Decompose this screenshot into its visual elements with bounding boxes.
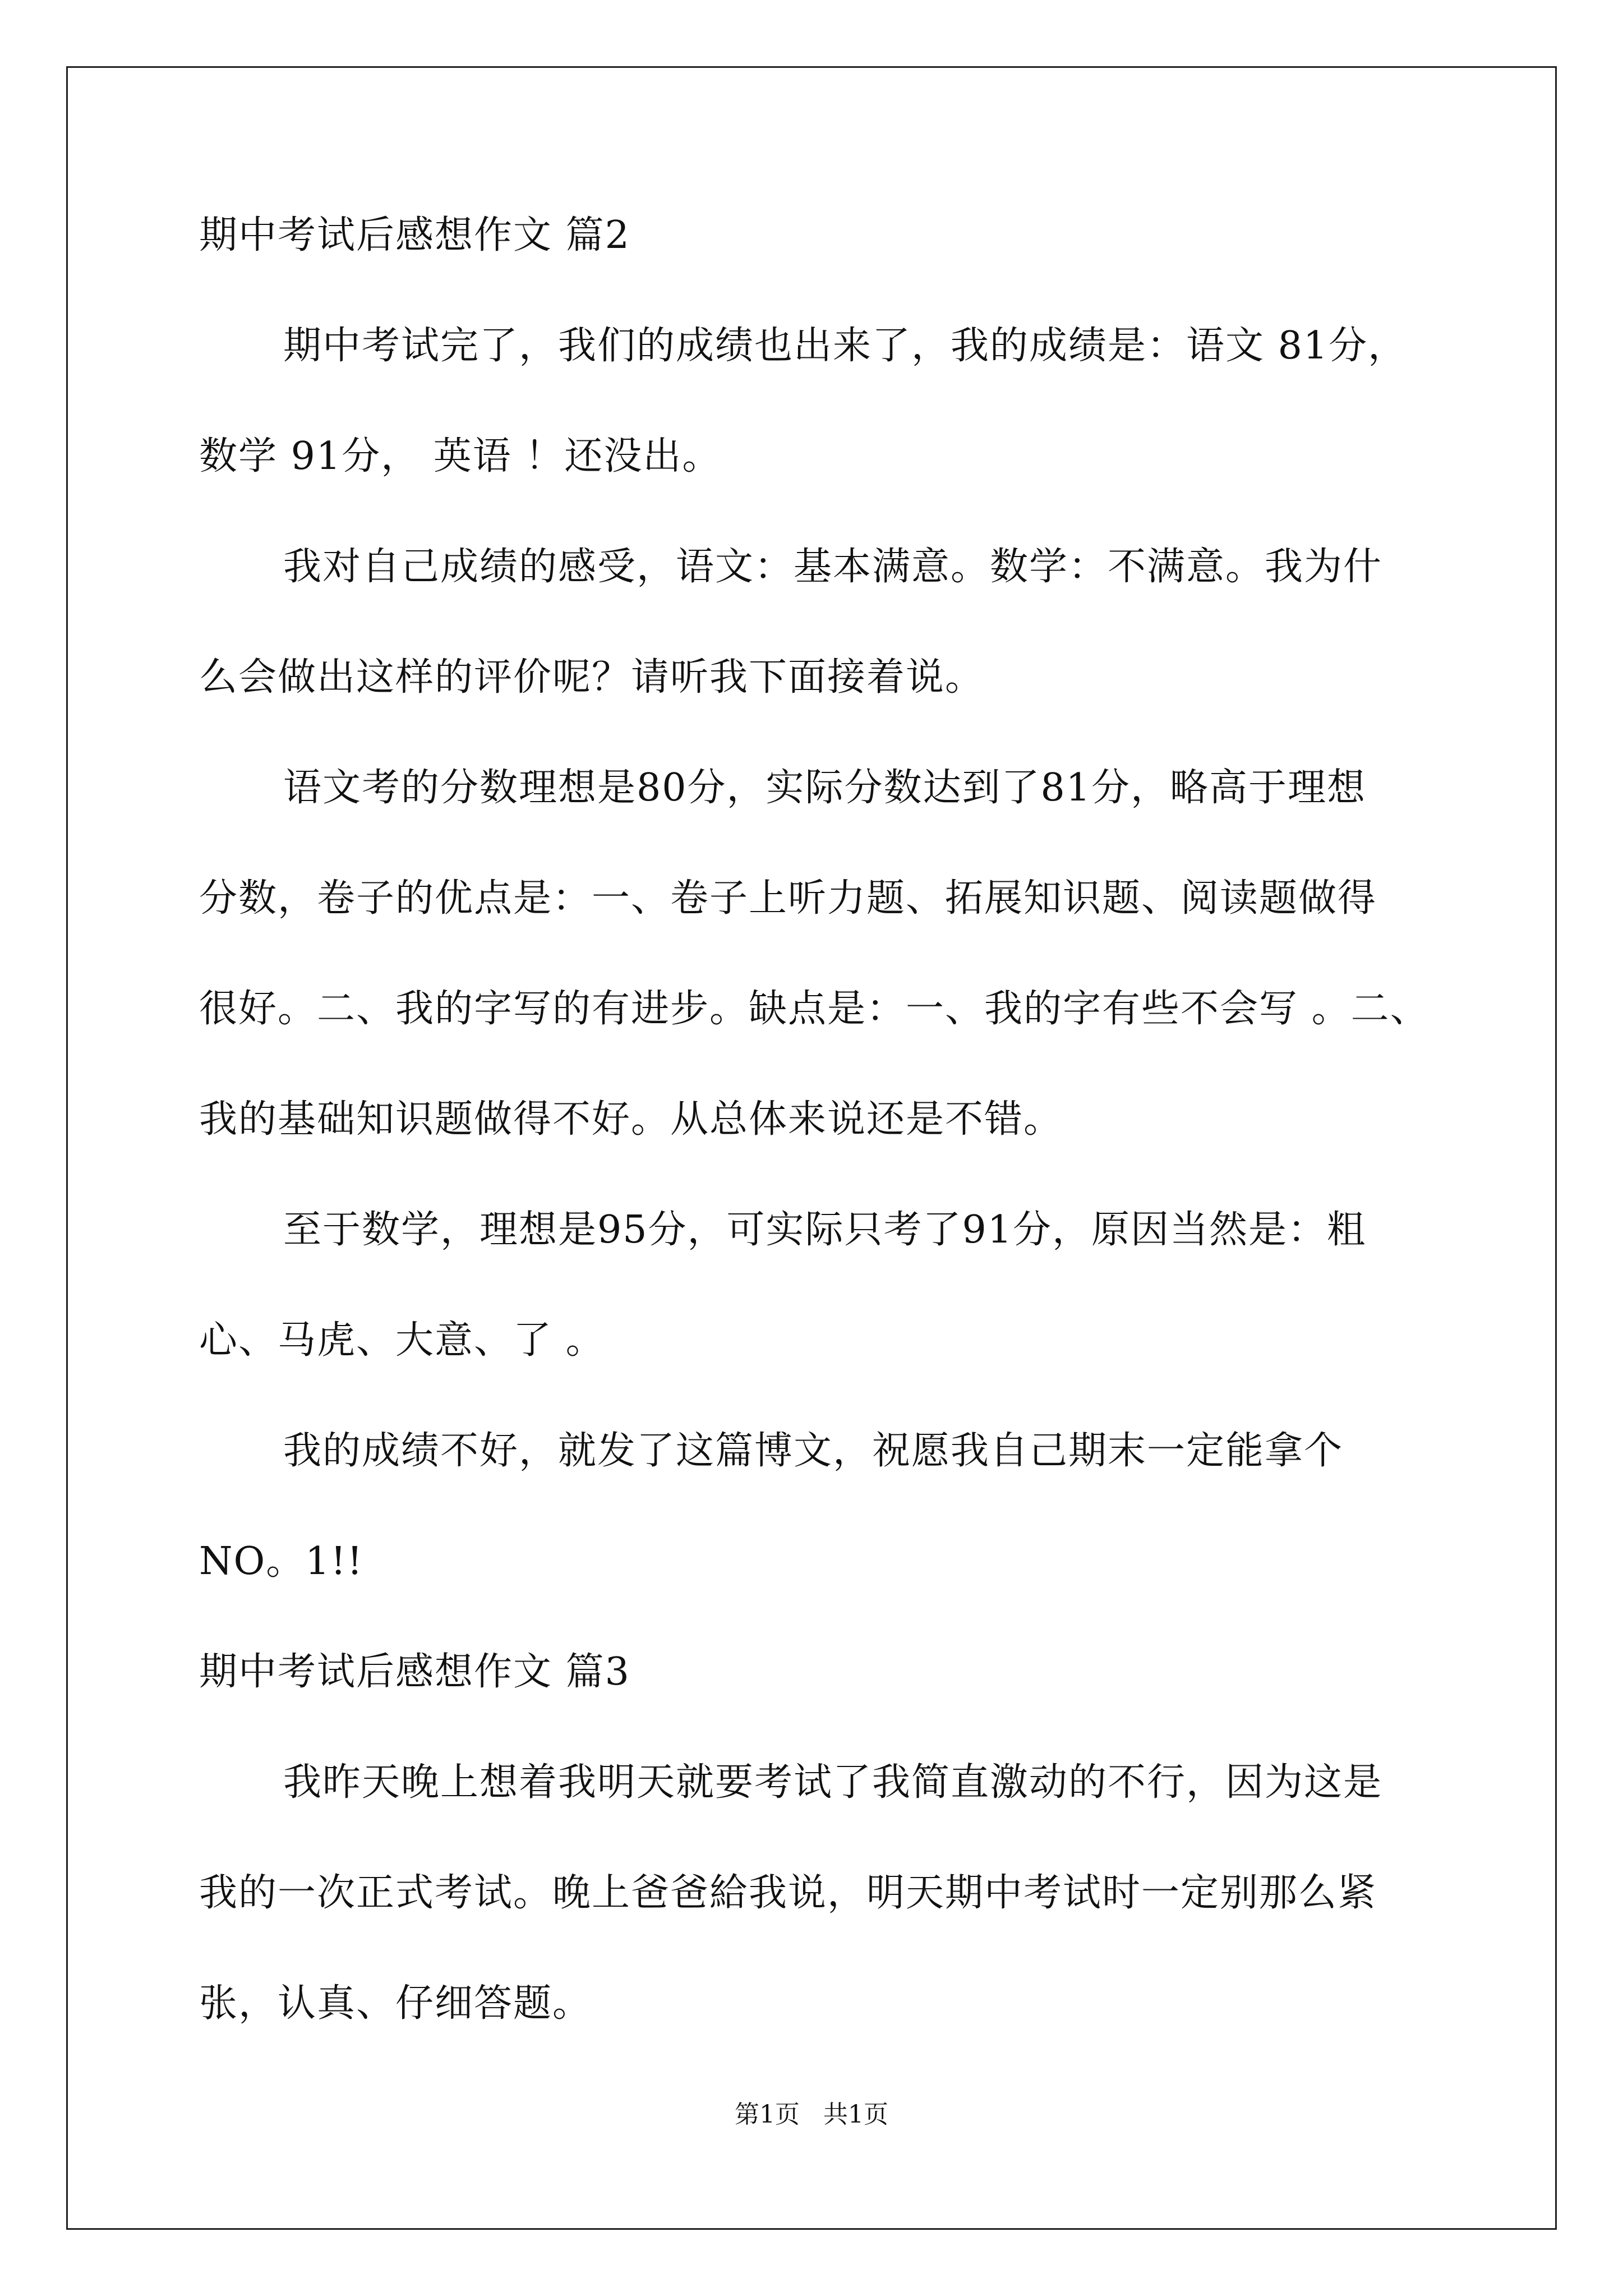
paragraph-line: 我昨天晚上想着我明天就要考试了我简直激动的不行，因为这是 xyxy=(283,1760,1383,1805)
paragraph-line: 至于数学，理想是95分，可实际只考了91分，原因当然是：粗 xyxy=(283,1208,1367,1252)
paragraph-line: 我的成绩不好，就发了这篇博文，祝愿我自己期末一定能拿个 xyxy=(283,1429,1344,1473)
paragraph-line: 我的基础知识题做得不好。从总体来说还是不错。 xyxy=(199,1097,1063,1142)
paragraph-line: NO。1!! xyxy=(199,1539,364,1584)
paragraph-line: 心、马虎、大意、了 。 xyxy=(199,1318,605,1363)
paragraph-line: 很好。二、我的字写的有进步。缺点是：一、我的字有些不会写 。二、 xyxy=(199,987,1430,1031)
section-heading-3: 期中考试后感想作文 篇3 xyxy=(199,1650,630,1694)
paragraph-line: 分数，卷子的优点是：一、卷子上听力题、拓展知识题、阅读题做得 xyxy=(199,876,1377,921)
page-footer: 第1页 共1页 xyxy=(735,2100,888,2129)
paragraph-line: 语文考的分数理想是80分，实际分数达到了81分，略高于理想 xyxy=(283,766,1367,810)
paragraph-line: 张，认真、仔细答题。 xyxy=(199,1981,592,2026)
paragraph-line: 数学 91分， 英语 ！还没出。 xyxy=(199,434,722,478)
paragraph-line: 我对自己成绩的感受，语文：基本满意。数学：不满意。我为什 xyxy=(283,545,1383,589)
paragraph-line: 期中考试完了，我们的成绩也出来了，我的成绩是：语文 81分， xyxy=(283,324,1408,368)
paragraph-line: 么会做出这样的评价呢？请听我下面接着说。 xyxy=(199,655,985,700)
section-heading-2: 期中考试后感想作文 篇2 xyxy=(199,213,630,257)
paragraph-line: 我的一次正式考试。晚上爸爸給我说，明天期中考试时一定别那么紧 xyxy=(199,1871,1377,1915)
